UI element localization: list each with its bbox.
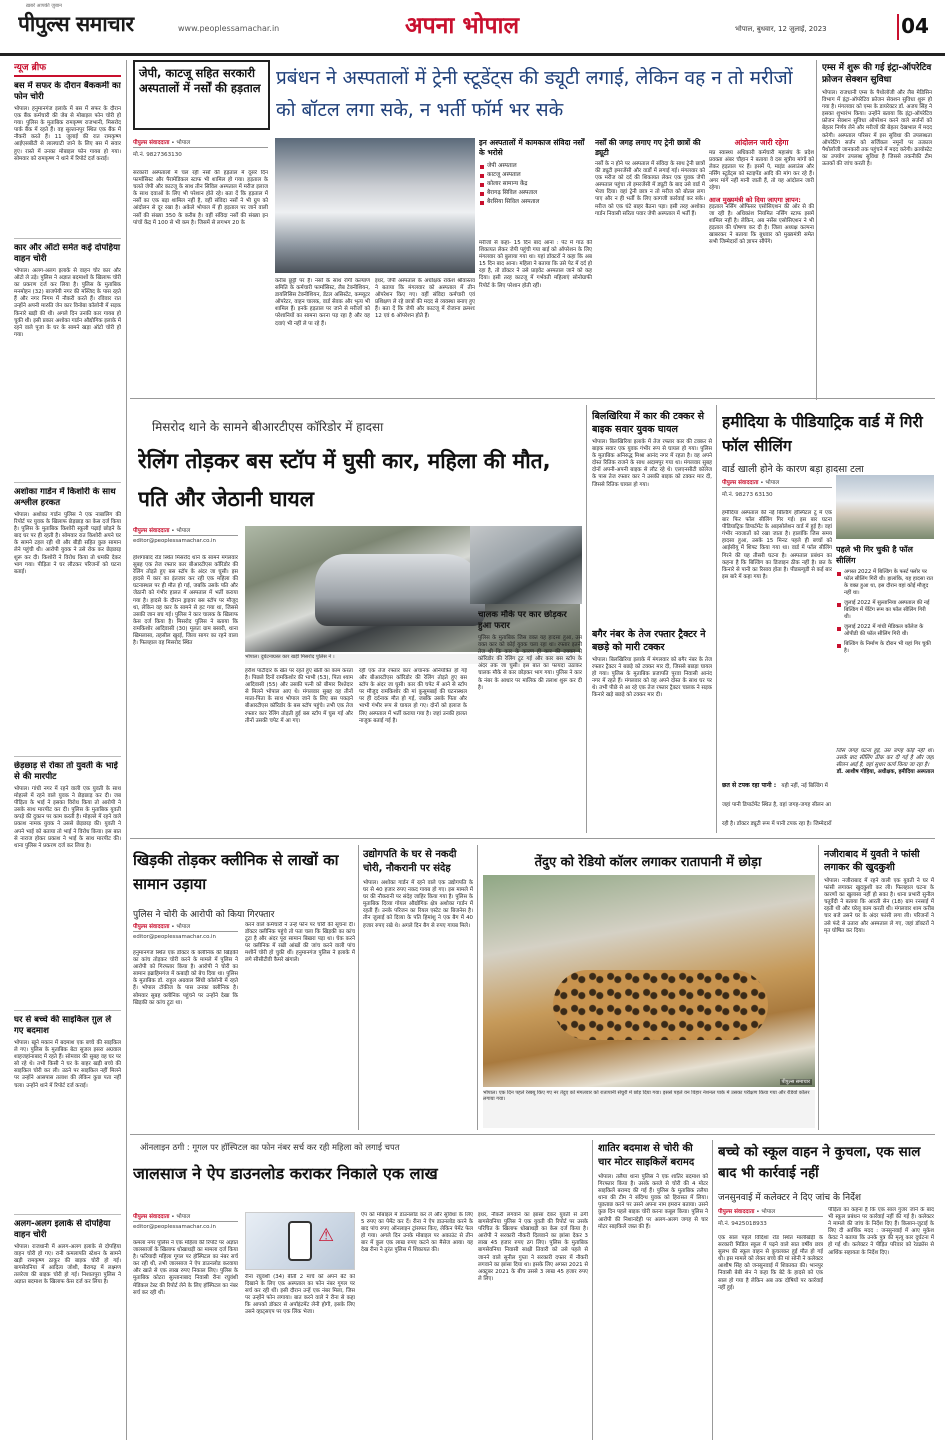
tractor-headline: बगैर नंबर के तेज रफ्तार ट्रैक्टर ने बछड़े को मारी टक्कर (592, 629, 706, 653)
byline-label: पीपुल्स संवाददाता (133, 924, 170, 930)
hamidia-headline (722, 410, 934, 470)
brief-headline: अलग-अलग इलाके से दोपहिया वाहन चोरी (14, 1219, 111, 1240)
phone-icon (288, 1221, 312, 1261)
accident-body-col3: रही एक तेज रफ्तार कार अचानक अनियंत्रित हो गई और बीआरटीएस कॉरिडोर की रेलिंग तोड़ते हुए बस स्टॉप के अंदर जा घुसी। कार की चपेट में आने से स्टॉप पर मौजूद रामकिशोर की मां कुसुमबाई की घटनास्थल पर ही दर्दनाक मौत हो गई, जबकि उसके पिता और भाभी गंभीर रूप से घायल हो गए। दोनों को इलाज के लिए अस्पताल में भर्ती कराया गया है। जहां उनकी हालत नाजुक बताई गई है। (359, 668, 467, 724)
najirabad-story (824, 848, 934, 1130)
brief-body: भोपाल। खूने मकान में बदमाश एक बच्चे की साइकिल ले गए। पुलिस के मुताबिक बेटा सुजल इसरा अग्रवाल शाहजहांनाबाद में रहते हैं। सोमवार की सुबह वह घर पर सो रहे थे। तभी किसी ने घर के बाहर खड़ी बच्चे की साइकिल चोरी कर ली। उठने पर साइकिल नहीं मिलने पर उन्होंने आसपास तलाश की लेकिन कुछ पता नहीं चला। उन्होंने थाने में रिपोर्ट दर्ज कराई। (14, 1040, 121, 1089)
fraud-illustration (245, 1212, 355, 1270)
hamidia-quote-by: डॉ. आशीष गोहिया, अधीक्षक, हमीदिया अस्पताल (836, 769, 934, 776)
nurses-headline (276, 62, 801, 132)
patients-text: मरीजों से कहा- 15 दिन बाद आना : पेट में गांठ की शिकायत लेकर जेपी पहुंची गया बाई को ऑपरेशन के लिए मंगलवार को बुलाया गया था। यहां डॉक्टरों ने कहा कि अब 15 दिन बाद आना। महिला ने बताया कि उसे पेट में दर्द हो रहा है, तो डॉक्टर ने उसे प्राइवेट अस्पताल जाने को कह दिया। इसी तरह काटजू में गर्भवती महिलाएं सोनोग्राफी रिपोर्ट के लिए परेशान होती रहीं। (479, 240, 592, 289)
brief-headline: कार और ऑटो समेत कई दोपहिया वाहन चोरी (14, 243, 121, 264)
website-link[interactable]: www.peoplessamachar.in (178, 24, 280, 33)
hamidia-cause-text: यही नहीं, नई बिल्डिंग में जहां पानी डिपार्टमेंट स्थित है, वहां जगह-जगह सीलन आ रही है। डॉक्टर ड्यूटी रूम में पानी टपक रहा है। जिम्मेदारों (722, 783, 832, 827)
column-divider (586, 405, 587, 833)
warning-icon: ⚠ (318, 1225, 335, 1246)
bike-thief-story (598, 1142, 708, 1438)
section-divider (130, 838, 935, 839)
byline-mobile: मो.नं. 9827363130 (133, 152, 182, 158)
driver-box (478, 610, 582, 835)
byline-city: भोपाल (761, 1209, 776, 1215)
brief-body: भोपाल। अशोका गार्डन पुलिस ने एक नाबालिग की रिपोर्ट पर युवक के खिलाफ छेड़छाड़ का केस दर्ज किया है। पुलिस के मुताबिक किशोरी स्कूली पढ़ाई छोड़ने के बाद घर पर ही रहती है। सोमवार रात किशोरी अपने घर के सामने टहल रही थी और बीड़ी सहित कुछ सामान लेने पहुंची थी। आरोपी युवक ने उसे रोक कर छेड़छाड़ शुरू कर दी। किशोरी ने विरोध किया तो धमकी देकर भाग गया। पीड़िता ने घर लौटकर परिजनों को घटना बताई। (14, 512, 121, 575)
list-item: बैरागढ़ सिविल अस्पताल (479, 189, 592, 198)
brief-item (14, 243, 121, 483)
leopard-photo (483, 875, 815, 1087)
school-van-subhead: जनसुनवाई में कलेक्टर ने दिए जांच के निर्देश (718, 1193, 861, 1203)
hamidia-past-list (836, 569, 934, 655)
news-brief-column (14, 60, 121, 1440)
hamidia-past-box (836, 545, 934, 745)
nurses-headline-text: प्रबंधन ने अस्पतालों में ट्रेनी स्टूडेंट्स की ड्यूटी लगाई, लेकिन वह न तो मरीजों को बॉटल लगा सके, न भर्ती फॉर्म भर सके (276, 67, 793, 121)
najirabad-headline: नजीराबाद में युवती ने फांसी लगाकर की खुदकुशी (824, 849, 920, 873)
brief-item (14, 487, 121, 757)
accident-body-col1: होशंगाबाद रोड स्थित मिसरोद थाने के सामने मंगलवार सुबह एक तेज रफ्तार कार बीआरटीएस कॉरिडोर की रेलिंग तोड़ते हुए बस स्टॉप के अंदर जा घुसी। इस हादसे में कार का इंतजार कर रही एक महिला की घटनास्थल पर ही मौत हो गई, जबकि उसके पति और जेठानी को गंभीर हालत में अस्पताल में भर्ती कराया गया है। हादसे के दौरान ड्राइवर बस स्टॉप पर मौजूद था, लेकिन वह कार के सामने से हट गया था, जिससे उसकी जान बच गई। पुलिस ने कार चालक के खिलाफ केस दर्ज किया है। मिसरोद पुलिस ने बताया कि रामकिशोर आदिवासी (30) मूलतः ग्राम बसारी, थाना खिमलासा, तहसील खुरई, जिला सागर का रहने वाला है। फिलहाल वह मिसरोद स्थित (133, 555, 238, 647)
masthead (0, 0, 945, 56)
fraud-byline: पीपुल्स संवाददाता • भोपाल editor@peoplessamachar.co.in (133, 1212, 238, 1230)
hamidia-quote (836, 748, 934, 834)
column-divider (716, 405, 717, 833)
bilkhiriya-story (592, 410, 712, 625)
list-item: अगस्त 2022 में बिल्डिंग के फर्स्ट फ्लोर पर फॉल सीलिंग गिरी थी। हालांकि, यह हादसा रात के वक्त हुआ था, इस दौरान वहां कोई मौजूद नहीं था। (836, 569, 934, 597)
nurses-kicker-box (133, 60, 270, 130)
section-title (405, 8, 585, 48)
job-fraud-body: इधर, नौकरी लगवाने का झांसा देकर युवती से ठगी बागसेवनिया पुलिस ने एक युवती की रिपोर्ट पर उसके परिचित के खिलाफ धोखाधड़ी का केस दर्ज किया है। आरोपी ने सरकारी नौकरी दिलवाने का झांसा देकर 3 लाख 45 हजार रुपए ठग लिए। पुलिस के मुताबिक बागसेवनिया निवासी साक्षी तिवारी को उसे पहले से जानने वाले सुनील गुप्ता ने सरकारी दफ्तर में नौकरी लगवाने का झांसा दिया था। इसके लिए अगस्त 2021 से अक्टूबर 2021 के बीच उससे 3 लाख 45 हजार रुपए ले लिए। (478, 1212, 588, 1282)
brief-body: भोपाल। राजधानी में अलग-अलग इलाके से दोपहिया वाहन चोरी हो गए। रानी कमलापति स्टेशन के सामने खड़ी रामकृष्ण ठाकुर की बाइक चोरी हो गई। बागसेवनिया में आदित्य जोशी, बैरागढ़ में लक्ष्मण तलरेजा की बाइक चोरी हो गई। निशातपुरा पुलिस ने अज्ञात बदमाश के खिलाफ केस दर्ज कर लिया है। (14, 1244, 121, 1286)
clinic-body-col1: हनुमानगंज स्थित एक डॉक्टर के क्लीनिक की खिड़की का कांच तोड़कर चोरी करने के मामले में पुलिस ने आरोपी को गिरफ्तार किया है। आरोपी ने चोरी का सामान इब्राहिमगंज में कबाड़ी को बेच दिया था। पुलिस के मुताबिक डॉ. राहुल अग्रवाल सिंधी कॉलोनी में रहते हैं। भोपाल टॉकीज के पास उनका क्लीनिक है। सोमवार सुबह क्लीनिक पहुंचने पर उन्होंने देखा कि खिड़की का कांच टूटा था। (133, 950, 238, 1006)
byline-city: भोपाल (176, 1214, 191, 1220)
nurses-protest-photo (275, 138, 475, 273)
tractor-body: भोपाल। बिलखिरिया इलाके में मंगलवार को बगैर नंबर के तेज रफ्तार ट्रैक्टर ने बछड़े को टक्कर मार दी, जिससे बछड़ा घायल हो गया। पुलिस के मुताबिक प्रजापति पुरवा निवासी आनंद नगर में रहते हैं। मंगलवार को वह अपने दोस्त के साथ घर पर थे। तभी पीछे से आ रहे एक तेज रफ्तार ट्रैक्टर चालक ने सड़क किनारे खड़े बछड़े को टक्कर मार दी। (592, 657, 712, 699)
accident-byline: पीपुल्स संवाददाता • भोपाल editor@peoplessamachar.co.in (133, 526, 238, 544)
column-divider (477, 845, 478, 1130)
protest-box (709, 138, 814, 393)
business-story (363, 848, 473, 1130)
fraud-body-col1: कमला नगर पुलिस ने एक महिला की रिपोर्ट पर अज्ञात जालसाजों के खिलाफ धोखाधड़ी का मामला दर्ज किया है। फरियादी महिला गूगल पर हॉस्पिटल का नंबर सर्च कर रही थी, तभी जालसाज ने ऐप डाउनलोड करवाया और खाते से एक लाख रुपए निकाल लिए। पुलिस के मुताबिक कोटरा सुल्तानाबाद निवासी रीना रघुवंशी मेडिकल टेस्ट की रिपोर्ट लेने के लिए हॉस्पिटल का नंबर सर्च कर रही थीं। (133, 1240, 238, 1296)
byline-email[interactable]: editor@peoplessamachar.co.in (133, 538, 216, 544)
hamidia-past-title: पहले भी गिर चुकी है फॉल सीलिंग (836, 545, 913, 565)
byline-label: पीपुल्स संवाददाता (722, 480, 759, 486)
column-divider (712, 1140, 713, 1440)
contract-hospital-list (479, 162, 592, 207)
bike-thief-headline: शातिर बदमाश से चोरी की चार मोटर साइकिलें बरामद (598, 1143, 695, 1168)
section-divider (130, 1134, 935, 1135)
brand-logo (18, 10, 173, 38)
protest-text: मप्र स्वास्थ्य अधिकारी कर्मचारी महासंघ के प्रदेश प्रवक्ता अंबर चौहान ने बताया वे दस सूत्रीय मांगों को लेकर हड़ताल पर हैं। इसमें पे, माइंड अलाउंस और नर्सिंग स्टूडेंट्स को स्टाइपेंड आदि की मांग कर रहे हैं। अगर मांगें नहीं मानी जाती हैं, तो यह आंदोलन जारी रहेगा। (709, 150, 814, 192)
trainee-title: नर्सों की जगह लगाए गए ट्रेनी छात्रों की ड्यूटी (595, 138, 701, 157)
byline-label: पीपुल्स संवाददाता (718, 1209, 755, 1215)
byline-city: भोपाल (176, 140, 191, 146)
car-crash-small-photo (470, 526, 582, 604)
accident-headline-text: रेलिंग तोड़कर बस स्टॉप में घुसी कार, महिला की मौत, पति और जेठानी घायल (138, 449, 551, 511)
clinic-headline (133, 848, 355, 908)
column-divider (818, 845, 819, 1130)
list-item: जेपी अस्पताल (479, 162, 592, 171)
business-body: भोपाल। अशोका गार्डन में रहने वाले एक उद्योगपति के घर से 40 हजार रुपए नकद गायब हो गए। इस मामले में घर की नौकरानी पर संदेह जाहिर किया गया है। पुलिस के मुताबिक दिव्या गोयल औद्योगिक क्षेत्र अशोका गार्डन में रहती हैं। उनके परिजन का रियल एस्टेट का बिजनेस है। तीन जुलाई को दिव्या के पति हिमांशु ने एक बैग में 40 हजार रुपए रखे थे। अगले दिन बैग से रुपए गायब मिले। (363, 880, 473, 929)
byline-email[interactable]: editor@peoplessamachar.co.in (133, 1224, 216, 1230)
list-item: काटजू अस्पताल (479, 171, 592, 180)
nurses-body-col3: इधर, जेपी अस्पताल के अधीक्षक राकेश श्रीवास्तव ने बताया कि मंगलवार को अस्पताल में तीन ऑपरेशन किए गए। वहीं संविदा कर्मचारी एवं प्रशिक्षण ले रहे छात्रों की मदद से व्यवस्था बनाए हुए हैं। बता दें कि जेपी और काटजू में रोजाना क्रमशः 12 एवं 6 ऑपरेशन होते हैं। (375, 278, 475, 320)
brand-tagline: ख़बरें आपकी ज़ुबान (26, 3, 62, 9)
nurses-body-col2: करीब छुट्टी पर हैं। नर्सों के साथ रोगी कल्याण समिति के कर्मचारी फार्मासिस्ट, लैब टेक्नीशियन, डायलिसिस टेक्नीशियन, डेंटल असिस्टेंट, कम्प्यूटर ऑपरेटर, वाहन चालक, वार्ड सेवक और भृत्य भी शामिल हैं। इनके हड़ताल पर जाने से मरीजों को परेशानियों का सामना करना पड़ रहा है और वह दवाएं भी नहीं ले पा रहे हैं। (275, 278, 370, 327)
aiims-body: भोपाल। राजधानी एम्स के पैथोलॉजी और लैब मेडिसिन विभाग में इंट्रा-ऑपरेटिव फ्रोजन सेक्शन सुविधा शुरू हो गया है। मंगलवार को एम्स के डायरेक्टर डॉ. अजय सिंह ने इसका शुभारंभ किया। उन्होंने बताया कि इंट्रा-ऑपरेटिव फ्रोजन सेक्शन सुविधा ऑपरेशन करने वाले सर्जनों को बेहतर निर्णय लेने और मरीजों की बेहतर देखभाल में मदद करेगी। अस्पताल परिसर में इस सुविधा की उपलब्धता ऑपरेटिंग सर्जन को सर्जिकल नमूनों पर तत्काल पैथोलॉजी जानकारी तक पहुंचने में मदद करेगी। क्रायोस्टेट का उपयोग उपलब्ध सुविधा है जिससे तकनीकी टीम ऊतकों की जांच करती है। (822, 90, 932, 167)
leopard-caption: भोपाल। एक दिन पहले रेस्क्यू किए गए नर तेंदुए को मंगलवार को रातापानी सेंचुरी में छोड़ दिया गया। इससे पहले वन विहार नेशनल पार्क में उसका परीक्षण किया गया और रेडियो कॉलर लगाया गया। (483, 1090, 815, 1128)
driver-body: पुलिस के मुताबिक जिस वक्त यह हादसा हुआ, उस वक्त कार को कोई युवक चला रहा था। रफ्तार इतनी तेज थी कि कार के कारण ही कार की टक्कर से कॉरिडोर की रेलिंग टूट गई और कार बस स्टॉप के अंदर तक जा घुसी। इस बात का फायदा उठाकर चालक मौके से कार छोड़कर भाग गया। पुलिस ने कार के नंबर के आधार पर मालिक की तलाश शुरू कर दी है। (478, 635, 582, 691)
hamidia-cause-title: छत से टपक रहा पानी : (722, 782, 777, 789)
nurses-body-col1: सरकारी अस्पतालों में चल रही नर्सों की हड़ताल में दूसरे दिन फार्मासिस्ट और पैरामेडिकल स्टाफ भी शामिल हो गया। हड़ताल के चलते जेपी और काटजू के साथ तीन सिविल अस्पताल में मरीज इलाज के साथ दवाओं के लिए भी परेशान होते रहे। बता दें कि हड़ताल में नर्सों का एक बड़ा शामिल नहीं है, वहीं संविदा नर्सों ने भी ग्रुप को आंदोलन से दूर रखा है। अकेले भोपाल में ही हड़ताल पर जाने वाली नर्सों की संख्या 350 के करीब है। वहीं संविदा नर्सों की संख्या इन पांचों केंद्र में 100 से भी कम है। जिसमें से लगभग 20 के (133, 170, 268, 226)
list-item: बैरसिया सिविल अस्पताल (479, 198, 592, 207)
section-divider (130, 398, 935, 399)
business-headline: उद्योगपति के घर से नकदी चोरी, नौकरानी पर संदेह (363, 849, 457, 874)
clinic-byline: पीपुल्स संवाददाता • भोपाल editor@peoplessamachar.co.in (133, 922, 238, 940)
photo-credit: पीपुल्स समाचार (781, 1079, 810, 1085)
clinic-headline-text: खिड़की तोड़कर क्लीनिक से लाखों का सामान उड़ाया (133, 851, 339, 893)
protest-title: आंदोलन जारी रहेगा (734, 138, 789, 147)
leopard-shape (553, 970, 768, 1040)
hamidia-building-photo (836, 475, 934, 539)
fraud-headline: जालसाज ने ऐप डाउनलोड कराकर निकाले एक लाख (133, 1164, 438, 1183)
brief-body: भोपाल। अलग-अलग इलाके से वाहन चोर कार और ऑटो ले उड़े। पुलिस ने अज्ञात बदमाशों के खिलाफ चोरी का प्रकरण दर्ज कर लिया है। पुलिस के मुताबिक मनमोहन (32) बाजपेयी नगर की मस्जिद के पास रहते हैं और नगर निगम में नौकरी करते हैं। रविवार रात उन्होंने अपनी मारुति जेन कार विनोबा कॉलोनी में सड़क किनारे खड़ी की थी। अगले दिन उनकी कार गायब हो चुकी थी। इसी प्रकार अशोका गार्डन औद्योगिक इलाके में रहने वाले पूजा के घर के सामने खड़ा ऑटो चोरी हो गया। (14, 268, 121, 338)
car-shape (315, 554, 485, 626)
brand-name: पीपुल्स समाचार (18, 12, 134, 36)
brief-headline: घर से बच्चे की साइकिल ग़ुल ले गए बदमाश (14, 1015, 112, 1036)
clinic-body-col2: करने वाले कर्मचारी ने उन्हें फोन पर चोरी की सूचना दी। डॉक्टर क्लीनिक पहुंचे तो पता चला कि खिड़की का कांच टूटा है और अंदर पूरा सामान बिखरा पड़ा था। चेक करने पर क्लीनिक में रखी आंखों की जांच करने वाली पांच मशीनें चोरी हो चुकी थीं। हनुमानगंज पुलिस ने इलाके में लगे सीसीटीवी कैमरे खंगाले। (245, 922, 355, 964)
hamidia-quote-text: जिस जगह घटना हुई, उस जगह कोई नहीं था। उसके बाद सीलिंग ठीक कर दी गई है और जहां सीलन आई है, वहां सुधार कार्य किया जा रहा है। (836, 748, 934, 769)
brief-item (14, 1219, 121, 1440)
school-van-body-col1: एक साल पहले विदिशा रोड स्थित मालीखेड़ी के सरकारी मिडिल स्कूल में पढ़ने वाले सात वर्षीय छात्र सुलभ की स्कूल वाहन से कुचलकर हुई मौत हो गई थी। इस मामले को लेकर बच्चे की मां सोनी ने कलेक्टर आशीष सिंह को जनसुनवाई में शिकायत की। भानपुर निवासी बेबी सेन ने कहा कि बेटे के हादसे को एक साल हो गया है लेकिन अब तक दोषियों पर कार्रवाई नहीं हुई। (718, 1235, 823, 1291)
list-item: कोलार सामान्य केंद्र (479, 180, 592, 189)
brief-headline: अशोका गार्डन में किशोरी के साथ अश्लील हरकत (14, 487, 116, 508)
byline-city: भोपाल (765, 480, 780, 486)
bike-thief-body: भोपाल। तलैया थाना पुलिस ने एक शातिर बदमाश को गिरफ्तार किया है। उसके कब्जे से चोरी की 4 मोटर साइकिलें बरामद की गई हैं। पुलिस के मुताबिक तलैया थाना की टीम ने संदिग्ध युवक को हिरासत में लिया। पूछताछ करने पर उसने अपना नाम इमरान बताया। उसने कुछ दिन पहले बाइक चोरी करना कबूल किया। पुलिस ने आरोपी की निशानदेही पर अलग-अलग जगह से चार मोटर साइकिलें जब्त की हैं। (598, 1174, 708, 1230)
brief-item (14, 81, 121, 239)
page-number: 04 (897, 14, 931, 40)
clinic-subhead: पुलिस ने चोरी के आरोपी को किया गिरफ्तार (133, 910, 275, 920)
hamidia-body: हमीदिया अस्पताल की नई बिल्डिंग हॉस्पिटल टू में एक बार फिर फॉल सीलिंग गिर गई। इस बार घटना पीडियाट्रिक डिपार्टमेंट के आइसोलेशन वार्ड में हुई है। वहां गंभीर नवजातों को रखा जाता है। हालांकि जिस समय हादसा हुआ, उसके 15 मिनट पहले ही बच्चों को आईसीयू में शिफ्ट किया गया था। वार्ड में फॉल सीलिंग गिरने की यह तीसरी घटना है। अस्पताल प्रबंधन का कहना है कि बिल्डिंग का डिजाइन ठीक नहीं है। छत के किनारे से पानी का रिसाव होता है। पीडब्ल्यूडी से कई बार इस बारे में कहा गया है। (722, 510, 832, 580)
brief-body: भोपाल। गांधी नगर में रहने वाली एक युवती के साथ मोहल्ले में रहने वाले युवक ने छेड़छाड़ कर दी। जब पीड़िता के भाई ने इसका विरोध किया तो आरोपी ने उसके साथ मारपीट कर दी। पुलिस के मुताबिक युवती कपड़े की दुकान पर काम करती है। मोहल्ले में रहने वाले प्रकाश नामक युवक ने उससे छेड़छाड़ की। युवती ने अपने भाई को बताया तो भाई ने विरोध किया। इस बात से नाराज होकर प्रकाश ने भाई के साथ मारपीट की। थाना पुलिस ने प्रकरण दर्ज कर लिया है। (14, 786, 121, 849)
column-divider (816, 60, 817, 400)
accident-headline (138, 442, 585, 524)
brief-headline: बस में सफर के दौरान बैंककर्मी का फोन चोरी (14, 81, 121, 102)
hamidia-byline: पीपुल्स संवाददाता • भोपाल मो.नं. 98273 63130 (722, 478, 832, 498)
leopard-headline: तेंदुए को रेडियो कॉलर लगाकर रातापानी में छोड़ा (534, 855, 762, 870)
section-title-text: अपना भोपाल (405, 13, 520, 39)
byline-mobile: मो.नं. 9425018933 (718, 1221, 767, 1227)
news-brief-label: न्यूज ब्रीफ (14, 60, 121, 77)
aiims-headline: एम्स में शुरू की गई इंट्रा-ऑपरेटिव फ्रोजन सेक्शन सुविधा (822, 63, 932, 85)
meeting-text: हड़ताल नर्सिंग ऑफिसर एसोसिएशन की ओर से की जा रही है। अधिकांश नियमित नर्सिंग स्टाफ इसमें शामिल नहीं है। लेकिन, अब नर्सेस एसोसिएशन ने भी हड़ताल की घोषणा कर दी है। जिला अध्यक्ष कल्पना खाबरकर ने बताया कि बुधवार को मुख्यमंत्री समेत सभी जिम्मेदारों को ज्ञापन सौंपेंगे। (709, 203, 814, 246)
accident-body-col2: हरीश पाटीदार के खेत पर रहते हुए खेती का काम करता है। पिछले दिनों रामकिशोर की भाभी (53), पिता श्याम आदिवासी (55) और उसकी पत्नी को बीमार रिश्तेदार से मिलने भोपाल आए थे। मंगलवार सुबह वह तीनों माता-पिता के साथ भोपाल जाने के लिए बस पकड़ने बीआरटीएस कॉरिडोर के बस स्टॉप पहुंचे। तभी एक तेज रफ्तार कार रेलिंग तोड़ती हुई बस स्टॉप में घुस गई और तीनों उसकी चपेट में आ गए। (245, 668, 353, 724)
byline-label: पीपुल्स संवाददाता (133, 1214, 170, 1220)
fraud-body-col2: रीना रघुवंशी (34) बीती 2 मार्च को अपने बेटे को दिखाने के लिए एक अस्पताल का फोन नंबर गूगल पर सर्च कर रही थीं। इसी दौरान उन्हें एक नंबर मिला, जिस पर उन्होंने फोन लगाया। बात करने वाले ने रीना से कहा कि आपको डॉक्टर से अपॉइंटमेंट लेनी होगी, इसके लिए उसने व्हाट्सएप पर एक लिंक भेजा। (245, 1274, 355, 1316)
trainee-text: नर्सों के न होने पर अस्पताल में संविदा के साथ ट्रेनी छात्रों की ड्यूटी इमरजेंसी और वार्डों में लगाई गई। मंगलवार को एक मरीज को दर्द की शिकायत लेकर एक युवक जेपी अस्पताल पहुंचा तो इमरजेंसी में ड्यूटी के बाद उसे वार्ड में भेजा दिया। वहां ट्रेनी छात्र न तो मरीज को बोतल लगा पाए और न ही भर्ती के लिए कागजी कार्रवाई कर सके। मरीज को एक घंटे बाहर बैठना पड़ा। इसी तरह अशोका गार्डन निवासी सरिता पवार जेपी अस्पताल में भर्ती हैं। (595, 161, 705, 217)
byline-email[interactable]: editor@peoplessamachar.co.in (133, 934, 216, 940)
byline-label: पीपुल्स संवाददाता (133, 140, 170, 146)
brief-item (14, 1015, 121, 1215)
trainee-box (595, 138, 705, 393)
column-divider (358, 845, 359, 1130)
contract-hospitals-box (479, 138, 592, 248)
bilkhiriya-body: भोपाल। बिलखिरिया इलाके में तेज रफ्तार कार की टक्कर से बाइक सवार एक युवक गंभीर रूप से घायल हो गया। पुलिस के मुताबिक अनिरुद्ध मिश्रा आनंद नगर में रहता है। वह अपने दोस्त रितिक राजने के साथ अदामपुर गया था। मंगलवार सुबह दोनों अपनी-अपनी बाइक से लौट रहे थे। एलएनसीटी कॉलेज के पास तेज रफ्तार कार ने उसकी बाइक को टक्कर मार दी, जिससे रितिक घायल हो गया। (592, 439, 712, 488)
hamidia-subhead: वार्ड खाली होने के कारण बड़ा हादसा टला (722, 464, 864, 475)
brief-headline: छेड़छाड़ से रोका तो युवती के भाई से की मारपीट (14, 761, 118, 782)
bilkhiriya-headline: बिलखिरिया में कार की टक्कर से बाइक सवार युवक घायल (592, 411, 705, 435)
hamidia-headline-text: हमीदिया के पीडियाट्रिक वार्ड में गिरी फॉल सीलिंग (722, 413, 923, 455)
driver-headline: चालक मौके पर कार छोड़कर हुआ फरार (478, 610, 567, 631)
brief-body: भोपाल। हनुमानगंज इलाके में बस में सफर के दौरान एक बैंक कर्मचारी की जेब से मोबाइल फोन चोरी हो गया। पुलिस के मुताबिक रामकृष्ण राजभानी, मिसरोद पार्क बैंक में रहते हैं। वह सुल्तानपुर स्थित एक बैंक में नौकरी करते हैं। 11 जुलाई की रात रामकृष्ण आईएसबीटी से लालघाटी जाने के लिए बस में सवार हुए। रास्ते में उनका मोबाइल फोन गायब हो गया। सोमवार को रामकृष्ण ने थाने में रिपोर्ट दर्ज कराई। (14, 106, 121, 162)
brief-item (14, 761, 121, 1011)
contract-box-title: इन अस्पतालों में कामकाज संविदा नर्सों के भरोसे (479, 138, 585, 157)
byline-mobile: मो.नं. 98273 63130 (722, 492, 773, 498)
column-divider (592, 1140, 593, 1440)
meeting-title: आज मुख्यमंत्री को दिया जाएगा ज्ञापन: (709, 195, 801, 204)
column-divider (126, 60, 127, 1440)
list-item: जुलाई 2022 में सुल्तानिया अस्पताल की नई बिल्डिंग में पेंटिंग रूम का फॉल सीलिंग गिरी थी। (836, 600, 934, 621)
list-item: जुलाई 2022 में गांधी मेडिकल कॉलेज के ओपीडी की फॉल सीलिंग गिरी थी। (836, 624, 934, 638)
najirabad-body: भोपाल। नजीराबाद में रहने वाली एक युवती ने घर में फांसी लगाकर खुदकुशी कर ली। फिलहाल घटना के कारणों का खुलासा नहीं हो सका है। थाना प्रभारी सुनील चतुर्वेदी ने बताया कि आरती सेन (18) ग्राम रनसाई में रहती थी और घरेलू काम करती थी। मंगलवार शाम करीब चार बजे उसने घर के अंदर फांसी लगा ली। परिजनों ने उसे फंदे से उतारा और अस्पताल ले गए, जहां डॉक्टरों ने मृत घोषित कर दिया। (824, 878, 934, 934)
fraud-kicker: ऑनलाइन ठगी : गूगल पर हॉस्पिटल का फोन नंबर सर्च कर रही महिला को लगाई चपत (140, 1142, 400, 1152)
aiims-story (822, 62, 932, 394)
byline-city: भोपाल (176, 924, 191, 930)
byline-city: भोपाल (176, 528, 191, 534)
tractor-story (592, 628, 712, 833)
list-item: बिल्डिंग के निर्माण के दौरान भी यहां गिर चुकी है। (836, 641, 934, 655)
byline-label: पीपुल्स संवाददाता (133, 528, 170, 534)
hamidia-cause (722, 772, 832, 834)
nurses-byline: पीपुल्स संवाददाता • भोपाल मो.नं. 9827363130 (133, 138, 268, 158)
accident-photo-caption: भोपाल। दुर्घटनाग्रस्त कार खड़ी मिसरोद पुलिस ने । (245, 654, 580, 664)
fraud-body-col3: ऐप को मोबाइल में डाउनलोड कर लें और सुविधा के लिए 5 रुपए का पेमेंट कर दें। रीना ने ऐप डाउनलोड करने के बाद पांच रुपए ऑनलाइन ट्रांसफर किए, लेकिन पेमेंट फेल हो गया। अगले दिन उनके मोबाइल पर अकाउंट से तीन बार में कुल एक लाख रुपए कटने का मैसेज आया। यह देख रीना ने तुरंत पुलिस में शिकायत की। (361, 1212, 473, 1254)
school-van-body-col2: पीड़िता का कहना है कि एक साल गुजर जाने के बाद भी स्कूल प्रबंधन पर कार्रवाई नहीं की गई है। कलेक्टर ने मामले की जांच के निर्देश दिए हैं। किसान-जुटाई के लिए दी आर्थिक मदद : जनसुनवाई में आए मुकेश केवट ने बताया कि उनके पुत्र की मृत्यु कार दुर्घटना में हो गई थी। कलेक्टर ने पीड़ित परिवार को रेडक्रॉस से आर्थिक सहायता के निर्देश दिए। (828, 1207, 934, 1256)
nurses-kicker: जेपी, काटजू सहित सरकारी अस्पतालों में नर्सों की हड़ताल (139, 66, 261, 95)
school-van-headline: बच्चे को स्कूल वाहन ने कुचला, एक साल बाद भी कार्रवाई नहीं (718, 1144, 921, 1181)
accident-kicker: मिसरोद थाने के सामने बीआरटीएस कॉरिडोर में हादसा (152, 420, 384, 434)
dateline: भोपाल, बुधवार, 12 जुलाई, 2023 (735, 25, 827, 33)
school-van-byline: पीपुल्स संवाददाता • भोपाल मो.नं. 9425018933 (718, 1207, 823, 1227)
